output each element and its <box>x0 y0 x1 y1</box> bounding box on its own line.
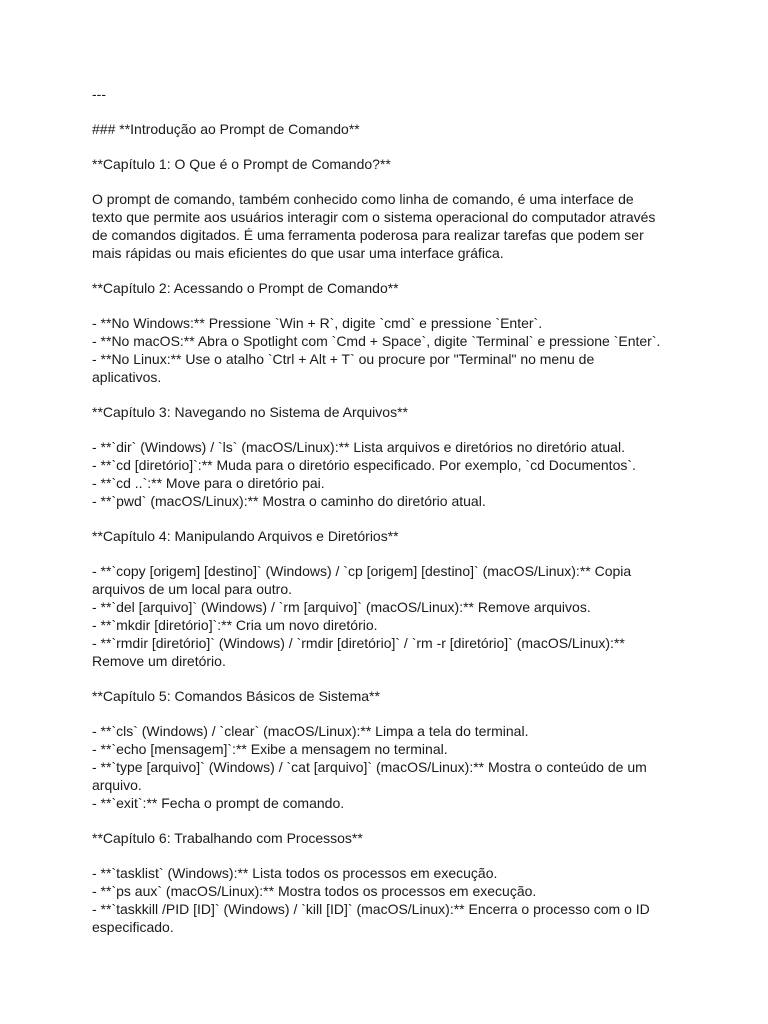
list-item: - **`taskkill /PID [ID]` (Windows) / `kill [ID]` (macOS/Linux):** Encerra o processo com o ID <box>92 901 650 917</box>
list-item: arquivos de um local para outro. <box>92 581 292 597</box>
list-item: - **No Windows:** Pressione `Win + R`, digite `cmd` e pressione `Enter`. <box>92 315 543 331</box>
list-item: - **`type [arquivo]` (Windows) / `cat [arquivo]` (macOS/Linux):** Mostra o conteúdo de um <box>92 759 647 775</box>
chapter-1-heading: **Capítulo 1: O Que é o Prompt de Comando?** <box>92 156 391 172</box>
list-item: - **`dir` (Windows) / `ls` (macOS/Linux):** Lista arquivos e diretórios no diretório atual. <box>92 439 625 455</box>
chapter-4-heading: **Capítulo 4: Manipulando Arquivos e Diretórios** <box>92 528 399 544</box>
chapter-3-heading: **Capítulo 3: Navegando no Sistema de Arquivos** <box>92 404 408 420</box>
list-item: Remove um diretório. <box>92 653 226 669</box>
chapter-4-list <box>92 562 682 670</box>
list-item: - **No macOS:** Abra o Spotlight com `Cmd + Space`, digite `Terminal` e pressione `Enter`. <box>92 333 661 349</box>
chapter-6-list <box>92 864 682 936</box>
list-item: especificado. <box>92 919 174 935</box>
list-item: aplicativos. <box>92 369 162 385</box>
list-item: - **`del [arquivo]` (Windows) / `rm [arquivo]` (macOS/Linux):** Remove arquivos. <box>92 599 591 615</box>
list-item: - **`cd [diretório]`:** Muda para o diretório especificado. Por exemplo, `cd Documentos`. <box>92 457 636 473</box>
list-item: - **`rmdir [diretório]` (Windows) / `rmdir [diretório]` / `rm -r [diretório]` (macOS/Linux):** <box>92 635 625 651</box>
document-page <box>92 85 682 953</box>
list-item: - **`echo [mensagem]`:** Exibe a mensagem no terminal. <box>92 741 448 757</box>
list-item: - **`mkdir [diretório]`:** Cria um novo diretório. <box>92 617 378 633</box>
document-title: ### **Introdução ao Prompt de Comando** <box>92 121 360 137</box>
separator: --- <box>92 86 106 102</box>
paragraph-line: mais rápidas ou mais eficientes do que usar uma interface gráfica. <box>92 245 504 261</box>
paragraph-line: texto que permite aos usuários interagir com o sistema operacional do computador através <box>92 209 656 225</box>
list-item: - **`copy [origem] [destino]` (Windows) / `cp [origem] [destino]` (macOS/Linux):** Copia <box>92 563 632 579</box>
paragraph-line: de comandos digitados. É uma ferramenta poderosa para realizar tarefas que podem ser <box>92 227 644 243</box>
list-item: arquivo. <box>92 777 142 793</box>
chapter-2-heading: **Capítulo 2: Acessando o Prompt de Comando** <box>92 280 399 296</box>
chapter-5-list <box>92 722 682 812</box>
chapter-2-list <box>92 314 682 386</box>
chapter-1-body <box>92 190 682 262</box>
list-item: - **`exit`:** Fecha o prompt de comando. <box>92 795 345 811</box>
list-item: - **`tasklist` (Windows):** Lista todos os processos em execução. <box>92 865 498 881</box>
paragraph-line: O prompt de comando, também conhecido como linha de comando, é uma interface de <box>92 191 634 207</box>
chapter-5-heading: **Capítulo 5: Comandos Básicos de Sistema** <box>92 688 380 704</box>
chapter-6-heading: **Capítulo 6: Trabalhando com Processos** <box>92 830 363 846</box>
list-item: - **`cls` (Windows) / `clear` (macOS/Linux):** Limpa a tela do terminal. <box>92 723 529 739</box>
list-item: - **`ps aux` (macOS/Linux):** Mostra todos os processos em execução. <box>92 883 537 899</box>
list-item: - **`cd ..`:** Move para o diretório pai. <box>92 475 325 491</box>
list-item: - **`pwd` (macOS/Linux):** Mostra o caminho do diretório atual. <box>92 493 486 509</box>
chapter-3-list <box>92 438 682 510</box>
list-item: - **No Linux:** Use o atalho `Ctrl + Alt + T` ou procure por "Terminal" no menu de <box>92 351 595 367</box>
